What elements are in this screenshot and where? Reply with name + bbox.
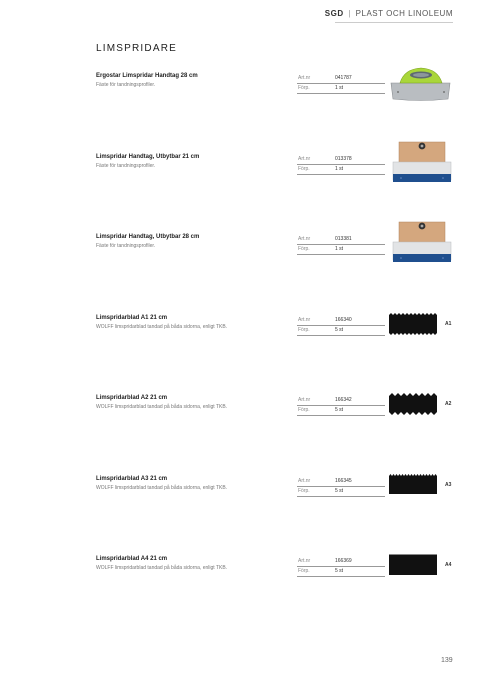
pack-label: Förp. <box>298 85 310 91</box>
pack-quantity: 1 st <box>335 85 344 91</box>
pack-label: Förp. <box>298 166 310 172</box>
pack-quantity: 5 st <box>335 488 344 494</box>
pack-label: Förp. <box>298 246 310 252</box>
brand-label: SGD <box>324 9 344 18</box>
art-label: Art.nr <box>298 75 311 81</box>
wood-handle-spreader-image <box>391 140 453 186</box>
product-meta <box>297 316 385 336</box>
product-meta <box>297 155 385 175</box>
notched-blade-image <box>389 393 437 415</box>
blade-size-badge: A3 <box>445 482 452 488</box>
product-row <box>0 73 480 133</box>
pack-quantity: 1 st <box>335 166 344 172</box>
pack-label: Förp. <box>298 568 310 574</box>
section-label: PLAST OCH LINOLEUM <box>355 9 453 18</box>
product-description: WOLFF limspridarblad tandad på båda sidorna, enligt TKB. <box>96 485 228 491</box>
pack-label: Förp. <box>298 488 310 494</box>
art-number: 166345 <box>335 478 352 484</box>
art-number: 166340 <box>335 317 352 323</box>
product-name: Limspridarblad A1 21 cm <box>96 315 168 321</box>
notched-blade-image <box>389 313 437 335</box>
product-name: Limspridarblad A2 21 cm <box>96 395 168 401</box>
product-name: Limspridarblad A4 21 cm <box>96 556 168 562</box>
green-handle-spreader-image <box>388 65 454 103</box>
blade-size-badge: A4 <box>445 562 452 568</box>
header-separator: | <box>348 9 351 18</box>
art-label: Art.nr <box>298 478 311 484</box>
art-number: 013381 <box>335 236 352 242</box>
art-label: Art.nr <box>298 317 311 323</box>
art-number: 041787 <box>335 75 352 81</box>
product-description: Fäste för tandningsprofiler. <box>96 243 156 249</box>
product-meta <box>297 235 385 255</box>
notched-blade-image <box>389 554 437 576</box>
page-title: LIMSPRIDARE <box>96 43 177 54</box>
pack-quantity: 5 st <box>335 568 344 574</box>
blade-size-badge: A1 <box>445 321 452 327</box>
art-label: Art.nr <box>298 558 311 564</box>
product-name: Limspridar Handtag, Utbytbar 28 cm <box>96 234 200 240</box>
art-label: Art.nr <box>298 236 311 242</box>
art-label: Art.nr <box>298 397 311 403</box>
product-row <box>0 234 480 294</box>
notched-blade-image <box>389 474 437 496</box>
product-description: WOLFF limspridarblad tandad på båda sidorna, enligt TKB. <box>96 565 228 571</box>
pack-quantity: 5 st <box>335 407 344 413</box>
product-name: Limspridarblad A3 21 cm <box>96 476 168 482</box>
product-meta <box>297 557 385 577</box>
art-number: 013378 <box>335 156 352 162</box>
header-divider <box>335 22 453 23</box>
art-number: 166369 <box>335 558 352 564</box>
product-row <box>0 395 480 455</box>
art-label: Art.nr <box>298 156 311 162</box>
product-description: Fäste för tandningsprofiler. <box>96 82 156 88</box>
product-description: Fäste för tandningsprofiler. <box>96 163 156 169</box>
art-number: 166342 <box>335 397 352 403</box>
pack-label: Förp. <box>298 327 310 333</box>
product-meta <box>297 477 385 497</box>
page-header <box>325 9 453 18</box>
page-number: 139 <box>441 657 453 664</box>
product-row <box>0 476 480 536</box>
product-description: WOLFF limspridarblad tandad på båda sidorna, enligt TKB. <box>96 324 228 330</box>
product-row <box>0 556 480 616</box>
pack-label: Förp. <box>298 407 310 413</box>
product-description: WOLFF limspridarblad tandad på båda sidorna, enligt TKB. <box>96 404 228 410</box>
product-name: Limspridar Handtag, Utbytbar 21 cm <box>96 154 200 160</box>
product-row <box>0 315 480 375</box>
wood-handle-spreader-image <box>391 220 453 266</box>
product-row <box>0 154 480 214</box>
product-meta <box>297 74 385 94</box>
blade-size-badge: A2 <box>445 401 452 407</box>
pack-quantity: 5 st <box>335 327 344 333</box>
product-name: Ergostar Limspridar Handtag 28 cm <box>96 73 198 79</box>
product-meta <box>297 396 385 416</box>
pack-quantity: 1 st <box>335 246 344 252</box>
